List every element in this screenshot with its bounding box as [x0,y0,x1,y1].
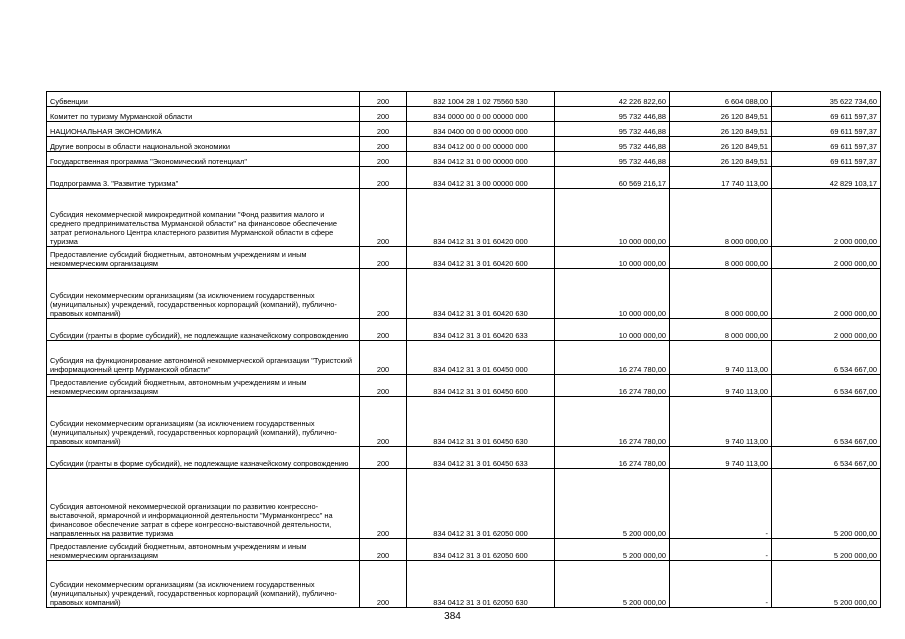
row-value-1: 10 000 000,00 [555,319,670,341]
row-classification-code: 834 0412 31 3 00 00000 000 [407,167,555,189]
row-code: 200 [360,539,407,561]
row-name: Предоставление субсидий бюджетным, автономным учреждениям и иным некоммерческим организациям [47,539,360,561]
row-classification-code: 834 0412 31 3 01 60420 630 [407,269,555,319]
row-classification-code: 834 0412 31 3 01 60450 000 [407,341,555,375]
row-value-1: 95 732 446,88 [555,107,670,122]
budget-table [46,91,881,608]
row-value-3: 69 611 597,37 [772,107,881,122]
row-code: 200 [360,319,407,341]
row-value-2: - [670,469,772,539]
row-value-3: 35 622 734,60 [772,92,881,107]
table-row [47,152,881,167]
row-code: 200 [360,447,407,469]
row-value-3: 69 611 597,37 [772,152,881,167]
row-name: Субсидия на функционирование автономной некоммерческой организации "Туристский информационный центр Мурманской области" [47,341,360,375]
row-value-1: 60 569 216,17 [555,167,670,189]
row-value-3: 2 000 000,00 [772,247,881,269]
row-classification-code: 834 0412 31 3 01 60420 600 [407,247,555,269]
row-code: 200 [360,92,407,107]
row-value-3: 42 829 103,17 [772,167,881,189]
row-name: Субвенции [47,92,360,107]
row-value-3: 6 534 667,00 [772,447,881,469]
row-value-1: 10 000 000,00 [555,189,670,247]
row-value-2: 26 120 849,51 [670,152,772,167]
row-name: Предоставление субсидий бюджетным, автономным учреждениям и иным некоммерческим организациям [47,247,360,269]
row-value-1: 95 732 446,88 [555,137,670,152]
row-code: 200 [360,189,407,247]
row-value-3: 5 200 000,00 [772,539,881,561]
table-row [47,447,881,469]
row-code: 200 [360,167,407,189]
row-classification-code: 832 1004 28 1 02 75560 530 [407,92,555,107]
row-value-2: 17 740 113,00 [670,167,772,189]
row-value-2: 9 740 113,00 [670,375,772,397]
row-name: Субсидия автономной некоммерческой организации по развитию конгрессно-выставочной, ярмарочной и информационной деятельности "Мурманконгресс" на финансовое обеспечение затрат в сфере конгрессно-выставочной деятельности, направленных на развитие туризма [47,469,360,539]
row-classification-code: 834 0412 31 3 01 60420 000 [407,189,555,247]
row-classification-code: 834 0412 00 0 00 00000 000 [407,137,555,152]
row-classification-code: 834 0412 31 3 01 60450 630 [407,397,555,447]
row-classification-code: 834 0000 00 0 00 00000 000 [407,107,555,122]
row-value-3: 6 534 667,00 [772,397,881,447]
row-name: Подпрограмма 3. "Развитие туризма" [47,167,360,189]
row-value-3: 6 534 667,00 [772,375,881,397]
row-classification-code: 834 0412 31 0 00 00000 000 [407,152,555,167]
row-value-2: 6 604 088,00 [670,92,772,107]
row-code: 200 [360,269,407,319]
row-value-2: - [670,561,772,608]
row-value-2: 9 740 113,00 [670,341,772,375]
row-value-3: 2 000 000,00 [772,269,881,319]
table-row [47,375,881,397]
row-code: 200 [360,152,407,167]
row-name: Субсидии (гранты в форме субсидий), не подлежащие казначейскому сопровождению [47,447,360,469]
table-row [47,341,881,375]
row-code: 200 [360,341,407,375]
row-value-1: 95 732 446,88 [555,152,670,167]
row-value-1: 16 274 780,00 [555,341,670,375]
row-name: Субсидии некоммерческим организациям (за исключением государственных (муниципальных) учреждений, государственных корпораций (компаний), публично-правовых компаний) [47,561,360,608]
row-name: Государственная программа "Экономический потенциал" [47,152,360,167]
row-value-2: 26 120 849,51 [670,107,772,122]
row-value-1: 5 200 000,00 [555,539,670,561]
table-row [47,397,881,447]
row-value-2: 26 120 849,51 [670,137,772,152]
row-value-2: 9 740 113,00 [670,447,772,469]
row-classification-code: 834 0412 31 3 01 60450 633 [407,447,555,469]
row-value-3: 2 000 000,00 [772,319,881,341]
table-row [47,469,881,539]
row-value-2: 8 000 000,00 [670,189,772,247]
row-value-2: - [670,539,772,561]
row-classification-code: 834 0400 00 0 00 00000 000 [407,122,555,137]
row-code: 200 [360,397,407,447]
row-value-1: 95 732 446,88 [555,122,670,137]
row-value-1: 16 274 780,00 [555,447,670,469]
row-value-1: 5 200 000,00 [555,561,670,608]
row-value-2: 8 000 000,00 [670,319,772,341]
row-code: 200 [360,137,407,152]
row-code: 200 [360,247,407,269]
table-row [47,319,881,341]
table-row [47,122,881,137]
row-value-2: 8 000 000,00 [670,269,772,319]
table-row [47,561,881,608]
row-value-3: 5 200 000,00 [772,469,881,539]
row-classification-code: 834 0412 31 3 01 62050 000 [407,469,555,539]
row-value-1: 42 226 822,60 [555,92,670,107]
row-name: Субсидии некоммерческим организациям (за исключением государственных (муниципальных) учреждений, государственных корпораций (компаний), публично-правовых компаний) [47,269,360,319]
table-row [47,107,881,122]
row-name: Предоставление субсидий бюджетным, автономным учреждениям и иным некоммерческим организациям [47,375,360,397]
row-value-3: 69 611 597,37 [772,122,881,137]
row-value-2: 9 740 113,00 [670,397,772,447]
row-code: 200 [360,107,407,122]
row-value-1: 16 274 780,00 [555,375,670,397]
row-value-3: 5 200 000,00 [772,561,881,608]
row-value-1: 10 000 000,00 [555,247,670,269]
table-row [47,189,881,247]
row-value-2: 26 120 849,51 [670,122,772,137]
table-row [47,167,881,189]
row-value-2: 8 000 000,00 [670,247,772,269]
row-name: НАЦИОНАЛЬНАЯ ЭКОНОМИКА [47,122,360,137]
row-name: Субсидия некоммерческой микрокредитной компании "Фонд развития малого и среднего предпринимательства Мурманской области" на финансовое обеспечение затрат регионального Центра кластерного развития Мурманской области в сфере туризма [47,189,360,247]
row-classification-code: 834 0412 31 3 01 60450 600 [407,375,555,397]
row-name: Комитет по туризму Мурманской области [47,107,360,122]
table-row [47,247,881,269]
row-classification-code: 834 0412 31 3 01 62050 630 [407,561,555,608]
table-row [47,92,881,107]
table-row [47,137,881,152]
row-code: 200 [360,469,407,539]
row-classification-code: 834 0412 31 3 01 60420 633 [407,319,555,341]
row-value-3: 6 534 667,00 [772,341,881,375]
row-code: 200 [360,375,407,397]
row-value-1: 16 274 780,00 [555,397,670,447]
row-value-1: 10 000 000,00 [555,269,670,319]
page-number: 384 [444,611,461,622]
row-value-3: 2 000 000,00 [772,189,881,247]
table-row [47,269,881,319]
row-classification-code: 834 0412 31 3 01 62050 600 [407,539,555,561]
row-code: 200 [360,122,407,137]
row-value-1: 5 200 000,00 [555,469,670,539]
table-row [47,539,881,561]
row-name: Другие вопросы в области национальной экономики [47,137,360,152]
row-name: Субсидии некоммерческим организациям (за исключением государственных (муниципальных) учреждений, государственных корпораций (компаний), публично-правовых компаний) [47,397,360,447]
row-value-3: 69 611 597,37 [772,137,881,152]
row-name: Субсидии (гранты в форме субсидий), не подлежащие казначейскому сопровождению [47,319,360,341]
row-code: 200 [360,561,407,608]
